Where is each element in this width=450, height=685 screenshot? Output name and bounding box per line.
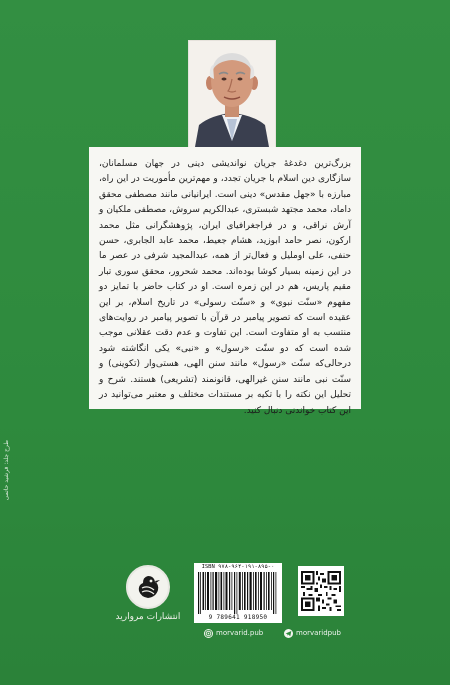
isbn-label: ISBN ۹۷۸-۹۶۴-۱۹۱-۸۹۵-۰ <box>201 564 275 570</box>
instagram-handle[interactable] <box>204 627 263 639</box>
isbn-barcode <box>194 563 282 623</box>
author-photo <box>188 40 276 148</box>
telegram-handle[interactable] <box>284 627 341 639</box>
book-description: بزرگ‌ترین دغدغهٔ جریان نواندیشی دینی در جهان مسلمانان، سازگاری دین اسلام با جریان تجدد، و مهم‌ترین مأموریت در این راه، مبارزه با «جهل مقدس» دینی است. ایرانیانی مانند مصطفی محقق داماد، محمد مجتهد شبستری، عبدالکریم سروش، مصطفی ملکیان و آرش نراقی، و در فراجغرافیای ایران، پژوهشگرانی مثل محمد ارکون، نصر حامد ابوزید، هشام جعیط، محمد عابد الجابری، حسن حنفی، علی اومليل و فعال‌تر از همه، عبدالمجید شرفی در عصر ما در این زمینه بسیار کوشا بوده‌اند. محمد شحرور، محقق سوری تبار مقیم پاریس، هم در این زمره است. او در کتاب حاضر با تمایز دو مفهوم «سنّت نبوی» و «سنّت رسولی» در تاریخ اسلام، بر این عقیده است که تصویر پیامبر در قرآن با تصویر پیامبر در روایت‌های منتسب به او متفاوت است. این تفاوت و عدم دقت عقلانی موجب شده است که دو سنّت «رسول» و «نبی» یکی انگاشته شود درحالی‌که سنّت «رسول» مانند سنن الهی، هستی‌وار (تکوینی) و سنّت نبی مانند سنن غیرالهی، قانونمند (تشریعی) هستند. شرح و تحلیل این نکته را با تکیه بر مستندات مختلف و معتبر می‌توانید در این کتاب خواندنی دنبال کنید. <box>99 159 351 416</box>
blurb-panel <box>89 147 361 416</box>
instagram-icon <box>204 629 213 638</box>
publisher-name: انتشارات مروارید <box>115 612 181 622</box>
barcode-icon <box>198 572 278 614</box>
publisher-logo <box>113 565 183 625</box>
telegram-icon <box>284 629 293 638</box>
qr-code-icon <box>301 571 341 611</box>
instagram-label: morvarid.pub <box>216 629 264 637</box>
qr-code[interactable] <box>298 566 344 616</box>
telegram-label: morvaridpub <box>296 629 342 637</box>
barcode-digits: 9 789641 918950 <box>208 614 268 621</box>
cover-design-credit: طرح جلد: فرشید حاتمی <box>3 440 10 501</box>
bird-logo-icon <box>126 565 170 609</box>
